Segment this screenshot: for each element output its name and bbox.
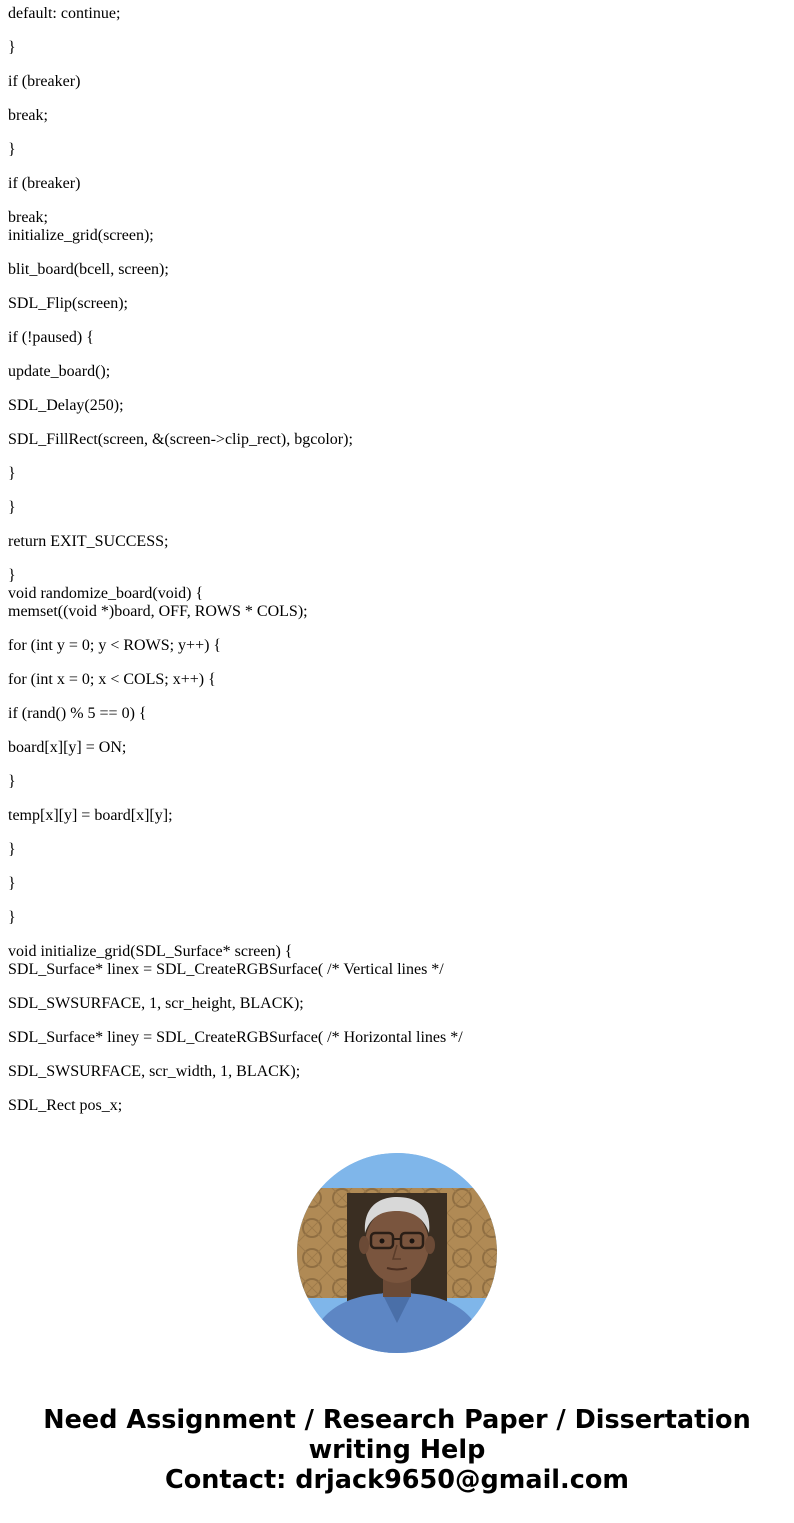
code-line: SDL_Surface* liney = SDL_CreateRGBSurface( /* Horizontal lines */ <box>8 1029 463 1046</box>
code-line: for (int x = 0; x < COLS; x++) { <box>8 671 216 688</box>
code-line: for (int y = 0; y < ROWS; y++) { <box>8 637 222 654</box>
person-photo-icon <box>297 1153 497 1353</box>
avatar <box>297 1153 497 1353</box>
cta-contact: Contact: drjack9650@gmail.com <box>165 1465 629 1495</box>
code-line: } <box>8 39 16 56</box>
code-line: update_board(); <box>8 363 111 380</box>
code-line: } <box>8 773 16 790</box>
code-line: SDL_Surface* linex = SDL_CreateRGBSurface( /* Vertical lines */ <box>8 961 444 978</box>
code-line: default: continue; <box>8 5 121 22</box>
code-line: if (breaker) <box>8 175 81 192</box>
code-line: SDL_SWSURFACE, 1, scr_height, BLACK); <box>8 995 304 1012</box>
code-line: } <box>8 465 16 482</box>
code-line: SDL_Flip(screen); <box>8 295 128 312</box>
cta-subheadline: writing Help <box>308 1435 486 1465</box>
code-line: SDL_Rect pos_x; <box>8 1097 123 1114</box>
code-line: break; <box>8 209 48 226</box>
code-line: } <box>8 567 16 584</box>
code-line: break; <box>8 107 48 124</box>
code-line: } <box>8 875 16 892</box>
code-line: if (rand() % 5 == 0) { <box>8 705 147 722</box>
code-line: void randomize_board(void) { <box>8 585 204 602</box>
code-line: void initialize_grid(SDL_Surface* screen) { <box>8 943 293 960</box>
code-line: board[x][y] = ON; <box>8 739 127 756</box>
code-line: SDL_Delay(250); <box>8 397 124 414</box>
code-line: } <box>8 841 16 858</box>
code-line: memset((void *)board, OFF, ROWS * COLS); <box>8 603 308 620</box>
code-line: if (breaker) <box>8 73 81 90</box>
code-line: } <box>8 499 16 516</box>
cta-headline: Need Assignment / Research Paper / Dissertation <box>43 1405 751 1435</box>
code-line: blit_board(bcell, screen); <box>8 261 169 278</box>
code-line: } <box>8 909 16 926</box>
code-line: if (!paused) { <box>8 329 94 346</box>
code-line: SDL_SWSURFACE, scr_width, 1, BLACK); <box>8 1063 301 1080</box>
code-line: temp[x][y] = board[x][y]; <box>8 807 173 824</box>
code-line: return EXIT_SUCCESS; <box>8 533 169 550</box>
code-line: } <box>8 141 16 158</box>
code-line: initialize_grid(screen); <box>8 227 154 244</box>
code-line: SDL_FillRect(screen, &(screen->clip_rect), bgcolor); <box>8 431 353 448</box>
